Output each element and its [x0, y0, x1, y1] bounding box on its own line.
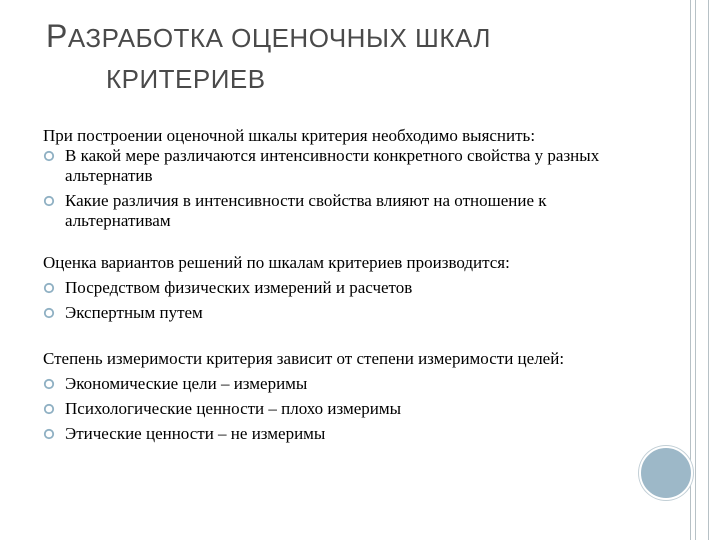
hollow-circle-bullet-icon: [43, 307, 55, 319]
list-item-text: Экономические цели – измеримы: [65, 374, 308, 393]
section-lead: При построении оценочной шкалы критерия необходимо выяснить:: [43, 126, 536, 145]
title-initial: Р: [46, 18, 68, 54]
list-item-text: Этические ценности – не измеримы: [65, 424, 326, 443]
list-item-text: Экспертным путем: [65, 303, 203, 322]
list-item-text: Психологические ценности – плохо измеримы: [65, 399, 402, 418]
list-item: [43, 374, 623, 394]
list-item-text: В какой мере различаются интенсивности конкретного свойства у разных альтернатив: [65, 146, 600, 185]
decor-rule: [695, 0, 696, 540]
hollow-circle-bullet-icon: [43, 195, 55, 207]
list-item-text: Посредством физических измерений и расчетов: [65, 278, 413, 297]
section-lead: Степень измеримости критерия зависит от степени измеримости целей:: [43, 349, 565, 368]
list-item-text: Какие различия в интенсивности свойства влияют на отношение к альтернативам: [65, 191, 547, 230]
list-item: [43, 146, 623, 186]
list-item: [43, 399, 623, 419]
hollow-circle-bullet-icon: [43, 150, 55, 162]
list-item: [43, 303, 623, 323]
hollow-circle-bullet-icon: [43, 428, 55, 440]
hollow-circle-bullet-icon: [43, 403, 55, 415]
title-line1: АЗРАБОТКА ОЦЕНОЧНЫХ ШКАЛ: [67, 23, 491, 53]
slide-body: [43, 126, 623, 444]
hollow-circle-bullet-icon: [43, 378, 55, 390]
section-lead: Оценка вариантов решений по шкалам критериев производится:: [43, 253, 510, 272]
decorative-circle-icon: [639, 446, 693, 500]
title-line2: КРИТЕРИЕВ: [106, 64, 266, 94]
hollow-circle-bullet-icon: [43, 282, 55, 294]
decor-rule: [690, 0, 691, 540]
slide-title: [46, 20, 491, 92]
list-item: [43, 278, 623, 298]
list-item: [43, 191, 623, 231]
decor-rule: [708, 0, 709, 540]
list-item: [43, 424, 623, 444]
